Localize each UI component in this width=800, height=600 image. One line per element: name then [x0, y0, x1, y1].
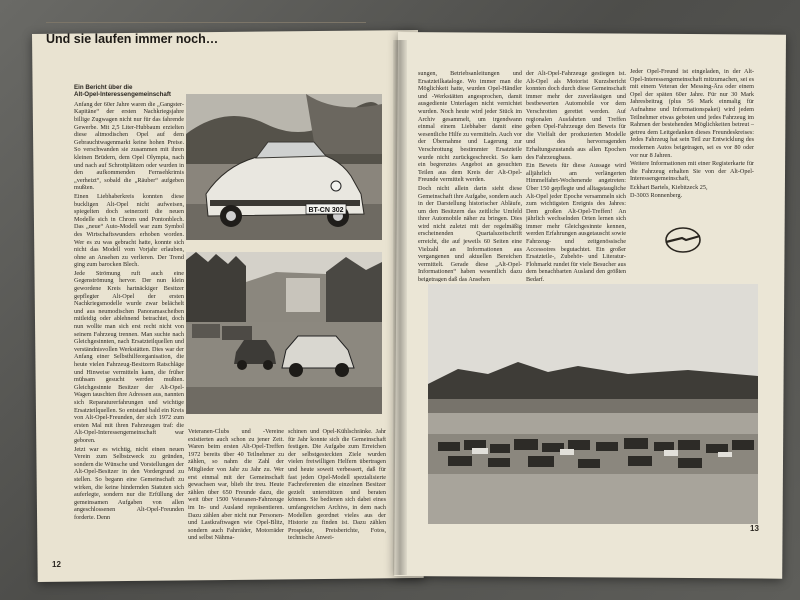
left-col1-para1: Anfang der 60er Jahre waren die „Gangster-Kapitäne“ der ersten Nachkriegsjahre billige Zugwagen nicht nur für das fahrende Gewerbe. Mit 2,5 Liter-Hubbaum erzielten diese altmodischen Opel auf dem Gebrauchtwagenmarkt keine hohen Preise. So verschwanden sie zusammen mit ihren kleinen Brüdern, dem Opel Olympia, nach und nach auf Schrottplätzen oder wurden in den aufkommenden Fernsehkrimis „verheizt“, sobald die „Räuber“ aufgeben mußten. [74, 100, 184, 192]
subhead-1: Ein Bericht über die [74, 84, 133, 91]
address-line-2: D-3003 Ronnenberg. [630, 191, 683, 199]
left-col1-para3: Jede Strömung ruft auch eine Gegenströmung hervor. Der nun klein gewordene Kreis hartnäckiger Besitzer gepflegter Alt-Opel der ersten Nachkriegsmodelle wurde zwar belächelt und aus neumodischen Panoramascheiben mitleidig oder ablehnend betrachtet, doch nun wollte man sich erst recht nicht von seinem Fahrzeug trennen. Man suchte nach Gleichgesinnten, nach Ersatzteilquellen und verständnisvollen Werkstätten. Dies war der Anfang einer Selbsthilfeorganisation, die heute vielen Fahrzeug-Besitzern Ratschläge und Hinweise vermitteln kann, die früher mühsam gesucht werden mußten. Gleichgesinnte Besitzer der Alt-Opel-Wagen tauschten ihre Adressen aus, nannten sich Reparaturerfahrungen und wichtige Ersatzteilquellen. So entstand bald ein Kreis von Alt-Opel-Freunden, der sich 1972 zum ersten Mal mit ihren Fahrzeugen traf: die Alt-Opel-Interessengemeinschaft war geboren. [74, 269, 184, 444]
right-col3-text: Jeder Opel-Freund ist eingeladen, in der Alt-Opel-Interessengemeinschaft mitzumachen, sei es mit einem Veteran der Messing-Ära oder einem Opel der späten 60er Jahre. Für nur 30 Mark Jahresbeitrag (plus 56 Mark einmalig für Aufnahme und Informationspaket) wird jedem Teilnehmer etwas geboten und jedes Fahrzeug im Rahmen der bestehenden Möglichkeiten betreut – getreu dem Leitgedanken dieses Freundeskreises: Jedes Fahrzeug hat sein Teil zur Entwicklung des modernen Autos beigetragen, sei es vor 80 oder vor nur 8 Jahren. [630, 68, 754, 159]
left-col3-text: schinen und Opel-Kühlschränke. Jahr für Jahr konnte sich die Gemeinschaft festigen. Die Aufgabe zum Erreichen der selbstgesteckten Ziele wurden vielen freiwilligen Helfern übertragen und heute soweit verbessert, daß für fast jeden Opel-Modell spezialisierte Fachreferenten die einzelnen Besitzer gezielt unterstützen und beraten können. Sie bedienen sich dabei eines umfangreichen Archivs, in dem nach Modellen geordnet vieles aus der Historie zu finden ist. Dazu zählen Prospekte, Preisberichte, Fotos, technische Anwei- [288, 428, 386, 542]
right-col2-text: der Alt-Opel-Fahrzeuge gestiegen ist. Alt-Opel als Motorist Kurzsbericht konnten doch durch diese Gemeinschaft immer mehr der zuverlässigen und bestbewerten Automobile vor dem Verschrotten gerettet werden. Auf regionalen Ausfahrten und Treffen geben Opel-Fahrzeuge den Beweis für die Vielfalt der produzierten Modelle und des hervorragenden Erhaltungszustands aus allen Epochen des Fahrzeugbaus. [526, 70, 626, 161]
subhead-2: Alt-Opel-Interessengemeinschaft [74, 91, 171, 99]
page-number-right: 13 [750, 524, 759, 533]
left-column-3 [288, 428, 386, 572]
right-column-1 [418, 70, 522, 282]
left-col1-para2: Einen Liebhaberkreis konnten diese buckligen Alt-Opel nicht aufweisen, spiegelten doch seinerzeit die neuen Modelle sich in Chrom und Pontonblech. Das „neue“ Auto-Modell war zum Symbol des Wirtschaftswunders erhoben worden. Wer es zu was gebracht hatte, konnte sich nicht das Modell vom Vorjahr erlauben, ohne an Ansehen zu verlieren. Der Trend ging zum barocken Blech. [74, 192, 184, 269]
right-col1-text: sungen, Betriebsanleitungen und Ersatzteilkataloge. Wo immer man die Möglichkeit hatte, wurden Opel-Händler und -Werkstätten angesprochen, damit ausgediente Unterlagen nicht vernichtet wurden. Noch heute wird jeder Stück im Archiv gesammelt, um irgendwann einmal einem Liebhaber damit eine wesentliche Hilfe zu vermitteln. Auch vor der Übernahme und Lagerung zur Verschrottung bestimmter Ersatzteile wurde nicht zurückgeschreckt. So kam ein begrenztes Angebot an gesuchten Teilen aus dem Kreis der Alt-Opel-Freunde vermittelt werden. [418, 70, 522, 184]
left-col2-text: Veteranen-Clubs und -Vereine existierten auch schon zu jener Zeit. Waren beim ersten Alt-Opel-Treffen 1972 bereits über 40 Teilnehmer zu zählen, so nahm die Zahl der Mitglieder von Jahr zu Jahr zu. Wer erst einmal mit der Gemeinschaft gewachsen war, blieb ihr treu. Heute zählen über 650 Freunde dazu, die weit über 1500 Veteranen-Fahrzeuge im In- und Ausland repräsentieren. Dazu zählen aber nicht nur Personen- und Lastkraftwagen wie Opel-Blitz, sondern auch Fahrräder, Motorräder und selbst Nähma- [188, 428, 284, 542]
opel-logo-icon [662, 224, 704, 256]
left-column-1 [74, 84, 184, 544]
left-col1-para4: Jetzt war es wichtig, nicht einen neuen Verein zum Selbstzweck zu gründen, sondern die Wünsche und Vorstellungen der Alt-Opel-Besitzer in den Vordergrund zu stellen. So begann eine Gemeinschaft zu wirken, die keine hindernden Statuten sich auferlegte, sondern nur die Erfüllung der gemeinsamen Aufgaben von allen angeschlossenen Alt-Opel-Freunden forderte. Denn [74, 445, 184, 521]
right-col3-text2: Weitere Informationen mit einer Registerkarte für die Fahrzeug erhalten Sie von der Alt-Opel-Interessengemeinschaft, [630, 160, 754, 183]
right-column-2 [526, 70, 626, 282]
article-headline: Und sie laufen immer noch… [46, 32, 219, 46]
photo-car-gathering [428, 284, 758, 524]
photo-white-opel [186, 94, 382, 240]
right-col2-text2: Ein Beweis für diese Aussage wird alljährlich am verlängerten Himmelfahrt-Wochenende angetreten: Über 150 gepflegte und alltagstaugliche Alt-Opel jeder Epoche versammeln sich zum wichtigsten Ereignis des Jahres: Dem großen Alt-Opel-Treffen! An jährlich wechselnden Orten lernen sich immer mehr Gleichgesinnte kennen, werden Erfahrungen ausgetauscht sowie Fahrzeug- und zeitgenössische Accessoires begutachtet. Ein großer Ersatzteile-, Zubehör- und Literatur-Flohmarkt rundet für viele Besucher aus dem benachbarten Ausland den größten Bedarf. [526, 162, 626, 282]
title-rule [46, 22, 366, 23]
page-gutter [393, 40, 407, 575]
right-col1-text2: Doch nicht allein darin sieht diese Gemeinschaft ihre Aufgabe, sondern auch in der Darstellung historischer Abläufe, um den Besitzern das zeitliche Umfeld ihrer Automobile näher zu bringen. Dies wird nicht zuletzt mit der regelmäßig erscheinenden Quartalszeitschrift erreicht, die auf jeweils 60 Seiten eine Vielzahl an Informationen aus vergangenen und aktuellen Bereichen vermittelt. Gerade diese „Alt-Opel-Informationen“ haben wesentlich dazu beigetragen daß das Ansehen [418, 184, 522, 282]
address-line-1: Eckhart Bartels, Kiebitzeck 25, [630, 183, 708, 191]
page-number-left: 12 [52, 560, 61, 569]
left-column-2 [188, 428, 284, 572]
license-plate: BT-CN 302 [308, 207, 344, 214]
photo-street-cars [186, 252, 382, 414]
